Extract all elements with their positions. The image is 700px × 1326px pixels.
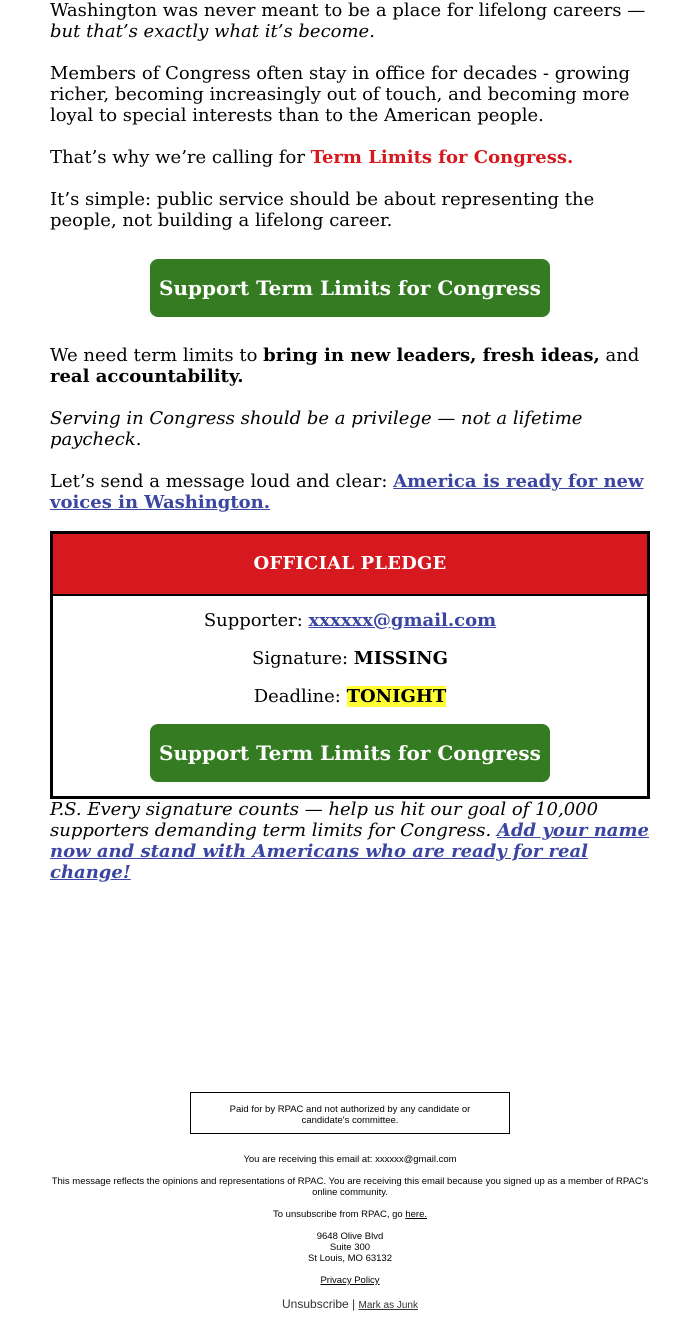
paragraph-intro (50, 0, 650, 42)
deadline-value: TONIGHT (346, 686, 447, 707)
mark-as-junk-link[interactable]: Mark as Junk (358, 1300, 418, 1311)
ps-text: P.S. Every signature counts — help us hit our goal of 10,000 supporters demanding term limits for Congress. (50, 799, 599, 841)
supporter-line (53, 610, 647, 632)
intro-italic: but that’s exactly what it’s become. (50, 21, 375, 42)
address-line-2: Suite 300 (329, 1242, 371, 1253)
paragraph-simple: It’s simple: public service should be about representing the people, not building a lifelong career. (50, 189, 595, 231)
support-term-limits-button[interactable]: Support Term Limits for Congress (150, 259, 550, 317)
unsubscribe-notice (0, 1209, 700, 1220)
cta-row-pledge (53, 724, 647, 782)
postscript (50, 799, 650, 883)
mailing-address (0, 1231, 700, 1264)
paragraph-congress: Members of Congress often stay in office for decades - growing richer, becoming increasingly out of touch, and becoming more loyal to special interests than to the American people. (50, 63, 630, 126)
unsubscribe-here-link[interactable]: here. (405, 1209, 427, 1220)
paragraph-privilege (50, 408, 650, 450)
pledge-body (53, 596, 647, 796)
email-footer (0, 1092, 700, 1311)
receiving-notice: You are receiving this email at: xxxxxx@gmail.com (243, 1154, 457, 1165)
pledge-title: OFFICIAL PLEDGE (53, 534, 647, 596)
paragraph-need (50, 345, 650, 387)
unsubscribe-bar (0, 1299, 700, 1311)
paid-for-disclaimer: Paid for by RPAC and not authorized by any candidate or candidate's committee. (190, 1092, 510, 1134)
signature-label: Signature: (251, 648, 354, 669)
signature-line (53, 648, 647, 670)
need-text-c: and (599, 345, 640, 366)
paragraph-message (50, 471, 650, 513)
pledge-support-button[interactable]: Support Term Limits for Congress (150, 724, 550, 782)
privacy-policy-link[interactable]: Privacy Policy (320, 1275, 380, 1286)
new-voices-link[interactable]: America is ready for new voices in Washington. (50, 471, 644, 513)
intro-text: Washington was never meant to be a place for lifelong careers — (50, 0, 646, 21)
address-line-3: St Louis, MO 63132 (308, 1253, 392, 1264)
privilege-italic: Serving in Congress should be a privilege — not a lifetime paycheck. (50, 408, 583, 450)
deadline-line (53, 686, 647, 708)
unsubscribe-link[interactable]: Unsubscribe (282, 1297, 349, 1311)
signature-value: MISSING (353, 648, 448, 669)
message-text: Let’s send a message loud and clear: (50, 471, 394, 492)
supporter-email-link[interactable]: xxxxxx@gmail.com (308, 610, 497, 631)
add-your-name-link[interactable]: Add your name now and stand with Americans who are ready for real change! (50, 820, 649, 883)
need-text-a: We need term limits to (50, 345, 264, 366)
deadline-label: Deadline: (253, 686, 347, 707)
term-limits-highlight: Term Limits for Congress. (310, 147, 574, 168)
cta-row-top (50, 259, 650, 317)
official-pledge-box (50, 531, 650, 799)
separator: | (348, 1297, 359, 1311)
need-text-b: bring in new leaders, fresh ideas, (263, 345, 600, 366)
address-line-1: 9648 Olive Blvd (316, 1231, 384, 1242)
email-body (50, 0, 650, 904)
privacy-line (0, 1275, 700, 1286)
supporter-label: Supporter: (203, 610, 309, 631)
calling-text: That’s why we’re calling for (50, 147, 311, 168)
paragraph-calling (50, 147, 650, 168)
unsubscribe-text: To unsubscribe from RPAC, go (272, 1209, 406, 1220)
opinions-notice: This message reflects the opinions and representations of RPAC. You are receiving this email because you signed up as a member of RPAC's online community. (51, 1176, 649, 1198)
need-text-d: real accountability. (50, 366, 244, 387)
